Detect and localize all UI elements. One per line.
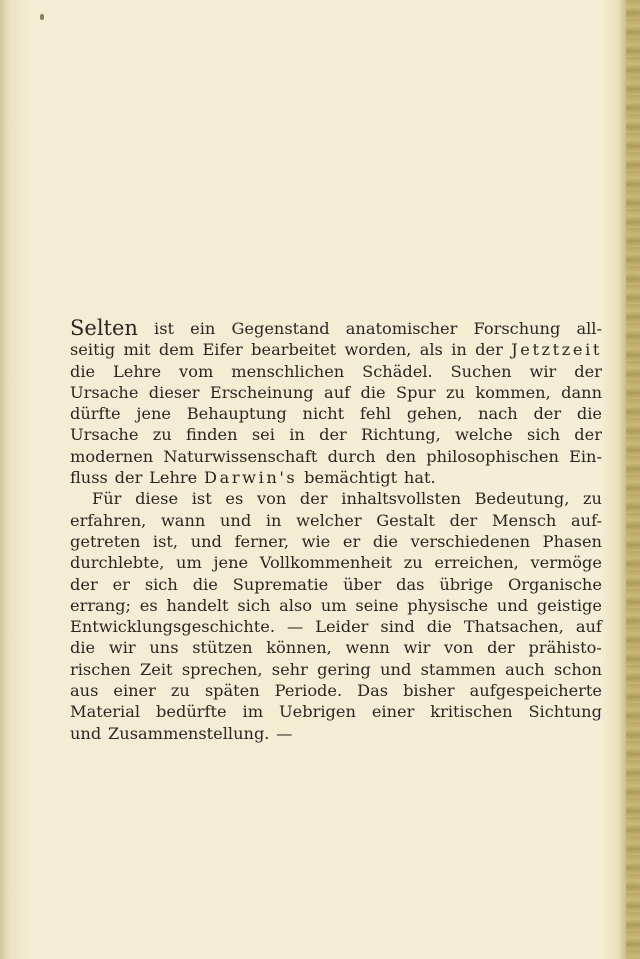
text-line: die Lehre vom menschlichen Schädel. Suchen wir der xyxy=(70,361,602,381)
ink-speck xyxy=(40,14,44,20)
text-line: durchlebte, um jene Vollkommenheit zu erreichen, vermöge xyxy=(70,553,602,573)
page-right-edge-binding xyxy=(626,0,640,959)
text-line: Material bedürfte im Uebrigen einer kritischen Sichtung xyxy=(70,702,602,722)
text-line: Entwicklungsgeschichte. — Leider sind die Thatsachen, auf xyxy=(70,617,602,637)
text-line: aus einer zu späten Periode. Das bisher aufgespeicherte xyxy=(70,681,602,701)
text-line: getreten ist, und ferner, wie er die verschiedenen Phasen xyxy=(70,531,602,551)
body-text xyxy=(70,318,602,744)
text-line: Ursache dieser Erscheinung auf die Spur zu kommen, dann xyxy=(70,382,602,402)
text-line: modernen Naturwissenschaft durch den philosophischen Ein- xyxy=(70,446,602,466)
text-line: errang; es handelt sich also um seine physische und geistige xyxy=(70,595,602,615)
text-line: Ursache zu finden sei in der Richtung, welche sich der xyxy=(70,425,602,445)
text-line: Für diese ist es von der inhaltsvollsten Bedeutung, zu xyxy=(92,489,602,509)
text-line: seitig mit dem Eifer bearbeitet worden, als in der Jetztzeit xyxy=(70,340,602,360)
text-line: der er sich die Suprematie über das übrige Organische xyxy=(70,574,602,594)
text-line: rischen Zeit sprechen, sehr gering und stammen auch schon xyxy=(70,659,602,679)
text-line: dürfte jene Behauptung nicht fehl gehen, nach der die xyxy=(70,404,602,424)
text-line: fluss der Lehre Darwin's bemächtigt hat. xyxy=(70,468,436,488)
text-line: und Zusammenstellung. — xyxy=(70,723,293,743)
paragraph xyxy=(70,488,602,744)
text-line: erfahren, wann und in welcher Gestalt der Mensch auf- xyxy=(70,510,602,530)
page-left-edge xyxy=(0,0,8,959)
text-line: Selten ist ein Gegenstand anatomischer Forschung all- xyxy=(70,316,602,340)
paragraphs-container xyxy=(70,318,602,744)
text-line: die wir uns stützen können, wenn wir von der prähisto- xyxy=(70,638,602,658)
paragraph xyxy=(70,318,602,488)
